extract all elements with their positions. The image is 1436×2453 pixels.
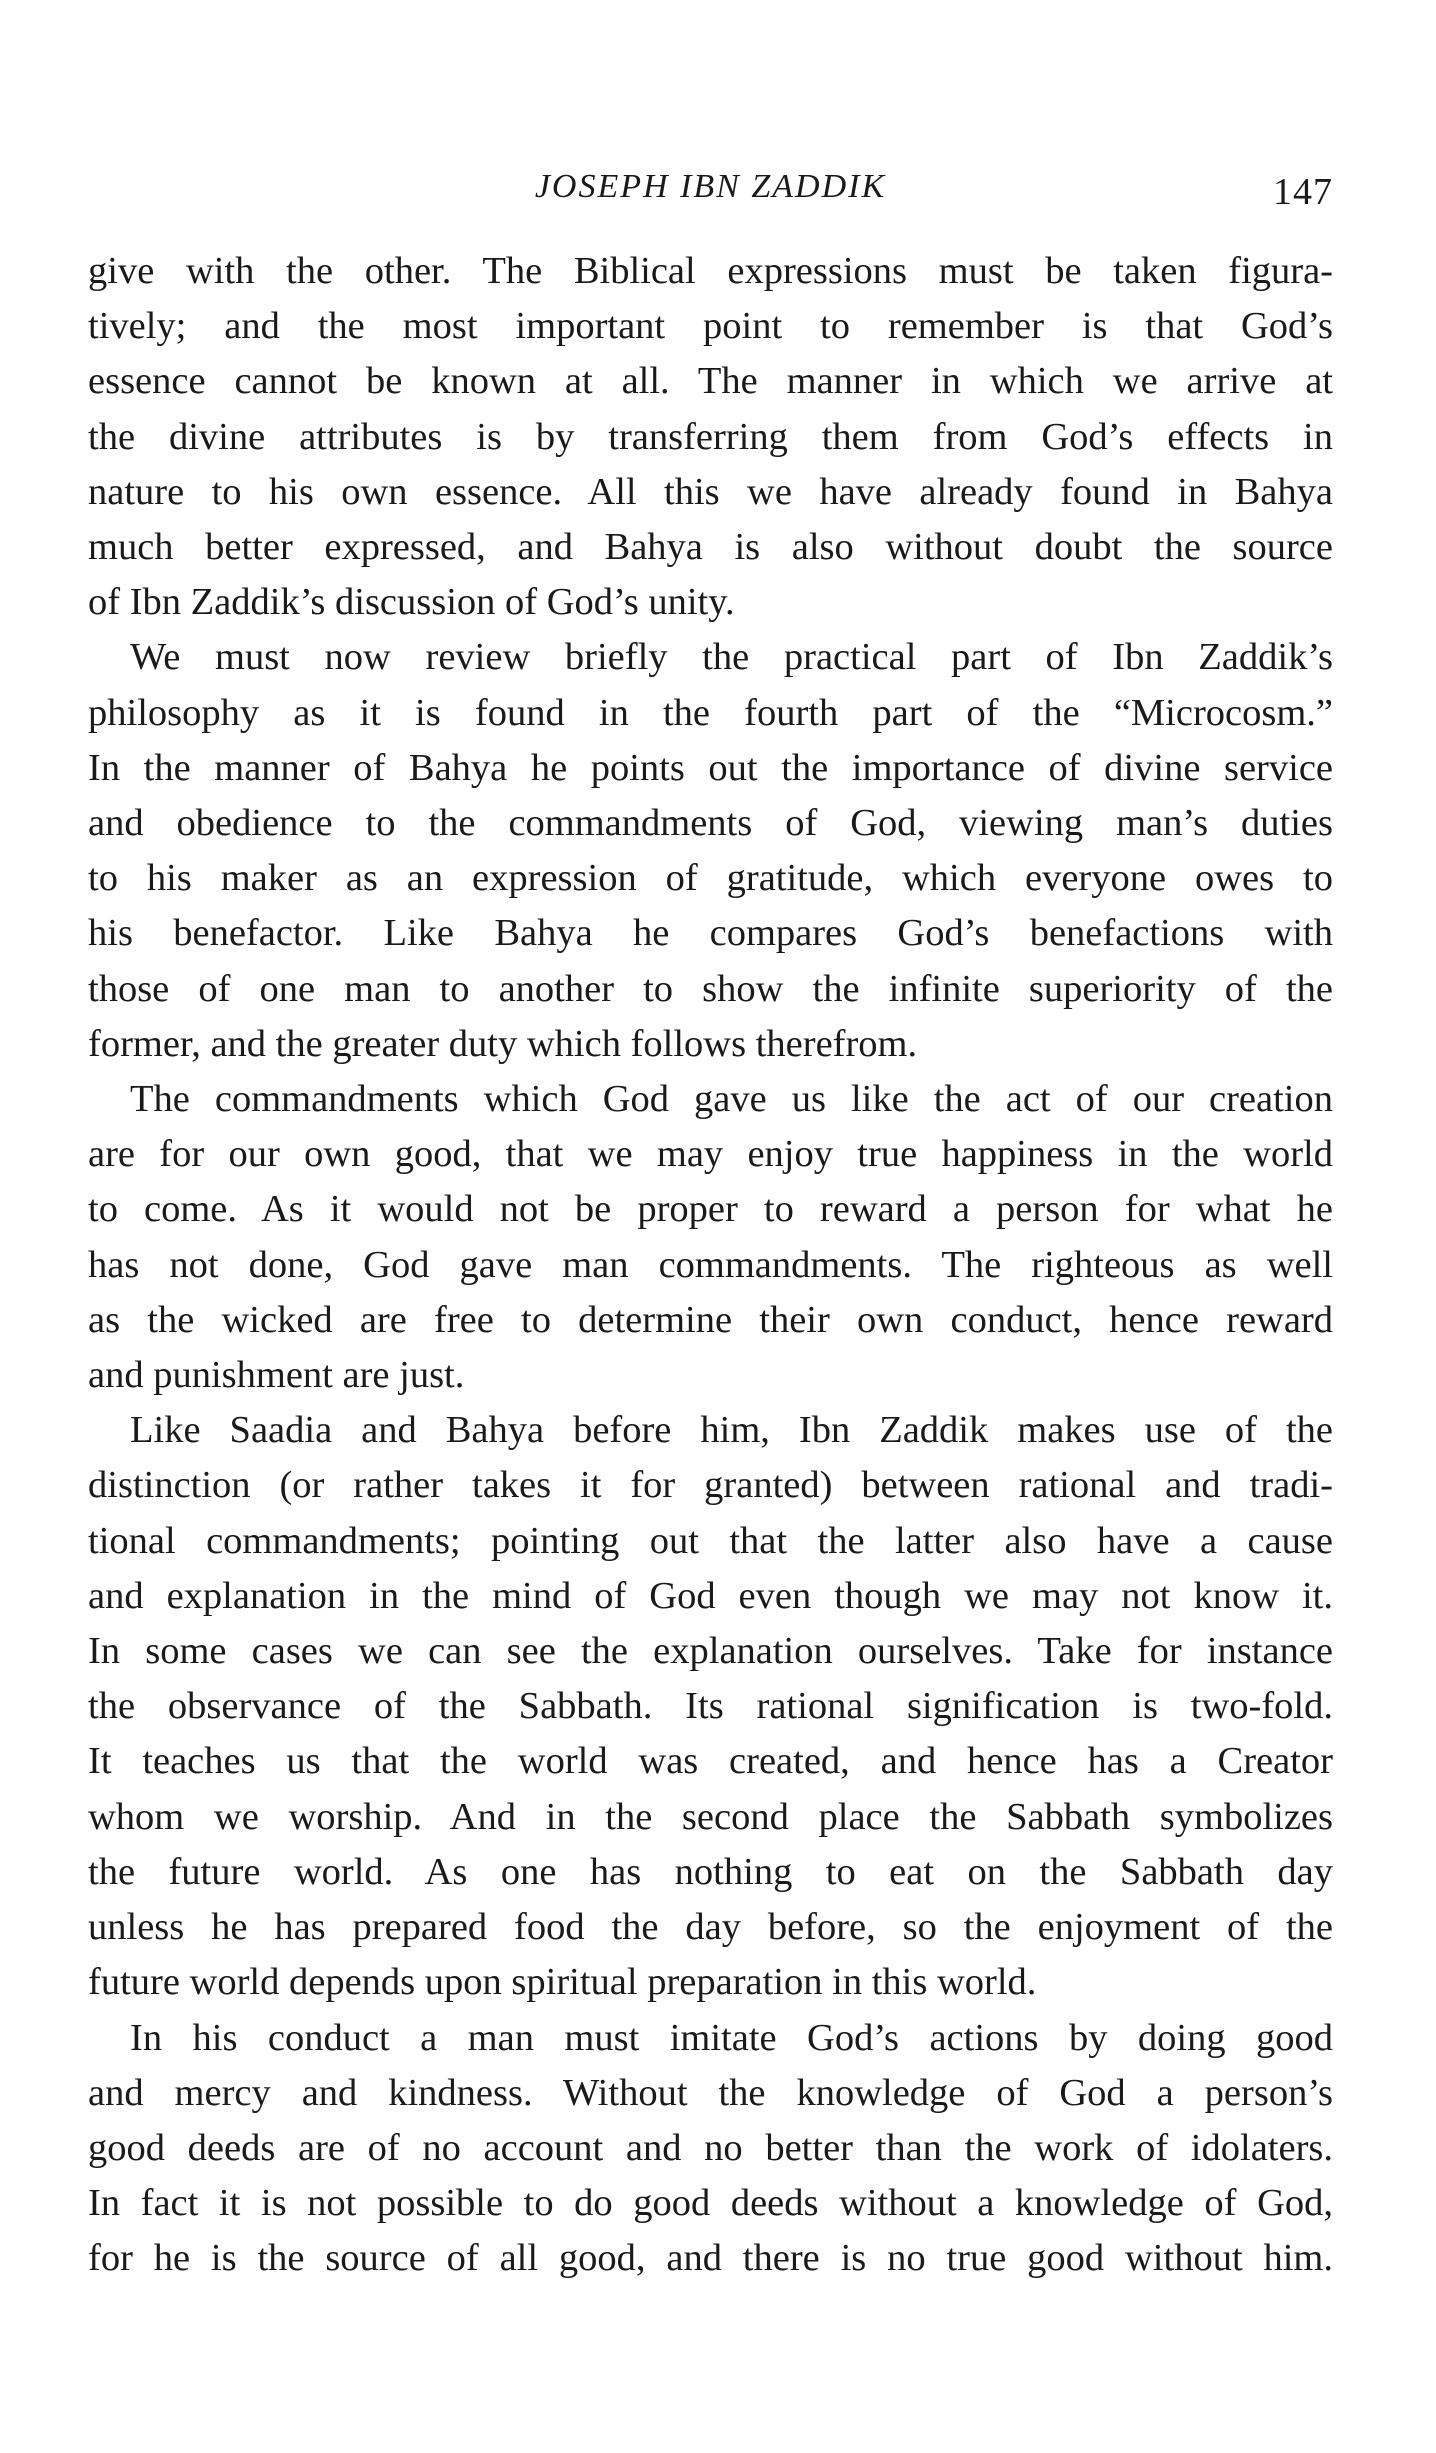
body-text — [88, 244, 1333, 2287]
text-line: of Ibn Zaddik’s discussion of God’s unity. — [88, 581, 735, 624]
text-line: has not done, God gave man commandments. The righteous as well — [88, 1243, 1333, 1286]
running-head — [88, 168, 1333, 216]
paragraph-3 — [88, 1072, 1333, 1403]
text-line: Like Saadia and Bahya before him, Ibn Zaddik makes use of the — [130, 1409, 1333, 1452]
text-line: are for our own good, that we may enjoy true happiness in the world — [88, 1133, 1333, 1176]
text-line: unless he has prepared food the day before, so the enjoyment of the — [88, 1906, 1333, 1949]
text-line: and obedience to the commandments of God, viewing man’s duties — [88, 802, 1333, 845]
text-line: as the wicked are free to determine their own conduct, hence reward — [88, 1298, 1333, 1341]
text-line: his benefactor. Like Bahya he compares God’s benefactions with — [88, 912, 1333, 955]
running-title: JOSEPH IBN ZADDIK — [534, 168, 887, 205]
text-line: The commandments which God gave us like the act of our creation — [130, 1078, 1333, 1121]
text-line: those of one man to another to show the infinite superiority of the — [88, 967, 1333, 1010]
text-line: for he is the source of all good, and there is no true good without him. — [88, 2237, 1333, 2280]
text-line: and explanation in the mind of God even though we may not know it. — [88, 1574, 1333, 1617]
text-line: tional commandments; pointing out that the latter also have a cause — [88, 1519, 1333, 1562]
text-line: nature to his own essence. All this we have already found in Bahya — [88, 470, 1333, 513]
text-line: In some cases we can see the explanation ourselves. Take for instance — [88, 1630, 1333, 1673]
text-line: and punishment are just. — [88, 1354, 465, 1397]
text-line: the observance of the Sabbath. Its rational signification is two-fold. — [88, 1685, 1333, 1728]
text-line: In the manner of Bahya he points out the importance of divine service — [88, 746, 1333, 789]
paragraph-4 — [88, 1403, 1333, 2010]
text-line: In his conduct a man must imitate God’s actions by doing good — [130, 2016, 1333, 2059]
text-line: future world depends upon spiritual preparation in this world. — [88, 1961, 1037, 2004]
text-line: We must now review briefly the practical part of Ibn Zaddik’s — [130, 636, 1333, 679]
page-number: 147 — [1273, 171, 1333, 213]
text-line: and mercy and kindness. Without the knowledge of God a person’s — [88, 2071, 1333, 2114]
text-line: essence cannot be known at all. The manner in which we arrive at — [88, 360, 1333, 403]
text-line: In fact it is not possible to do good deeds without a knowledge of God, — [88, 2182, 1333, 2225]
text-line: good deeds are of no account and no better than the work of idolaters. — [88, 2126, 1333, 2169]
paragraph-1 — [88, 244, 1333, 630]
text-line: the divine attributes is by transferring them from God’s effects in — [88, 415, 1333, 458]
text-line: to his maker as an expression of gratitude, which everyone owes to — [88, 857, 1333, 900]
text-line: tively; and the most important point to remember is that God’s — [88, 305, 1333, 348]
text-line: to come. As it would not be proper to reward a person for what he — [88, 1188, 1333, 1231]
paragraph-5 — [88, 2011, 1333, 2287]
paragraph-2 — [88, 630, 1333, 1072]
text-line: the future world. As one has nothing to eat on the Sabbath day — [88, 1850, 1333, 1893]
text-line: give with the other. The Biblical expressions must be taken figura- — [88, 250, 1333, 292]
text-line: philosophy as it is found in the fourth part of the “Microcosm.” — [88, 691, 1333, 734]
text-line: former, and the greater duty which follows therefrom. — [88, 1022, 918, 1065]
text-line: whom we worship. And in the second place the Sabbath symbolizes — [88, 1795, 1333, 1838]
text-line: It teaches us that the world was created, and hence has a Creator — [88, 1740, 1333, 1783]
text-line: distinction (or rather takes it for granted) between rational and tradi- — [88, 1464, 1333, 1507]
text-line: much better expressed, and Bahya is also without doubt the source — [88, 526, 1333, 569]
